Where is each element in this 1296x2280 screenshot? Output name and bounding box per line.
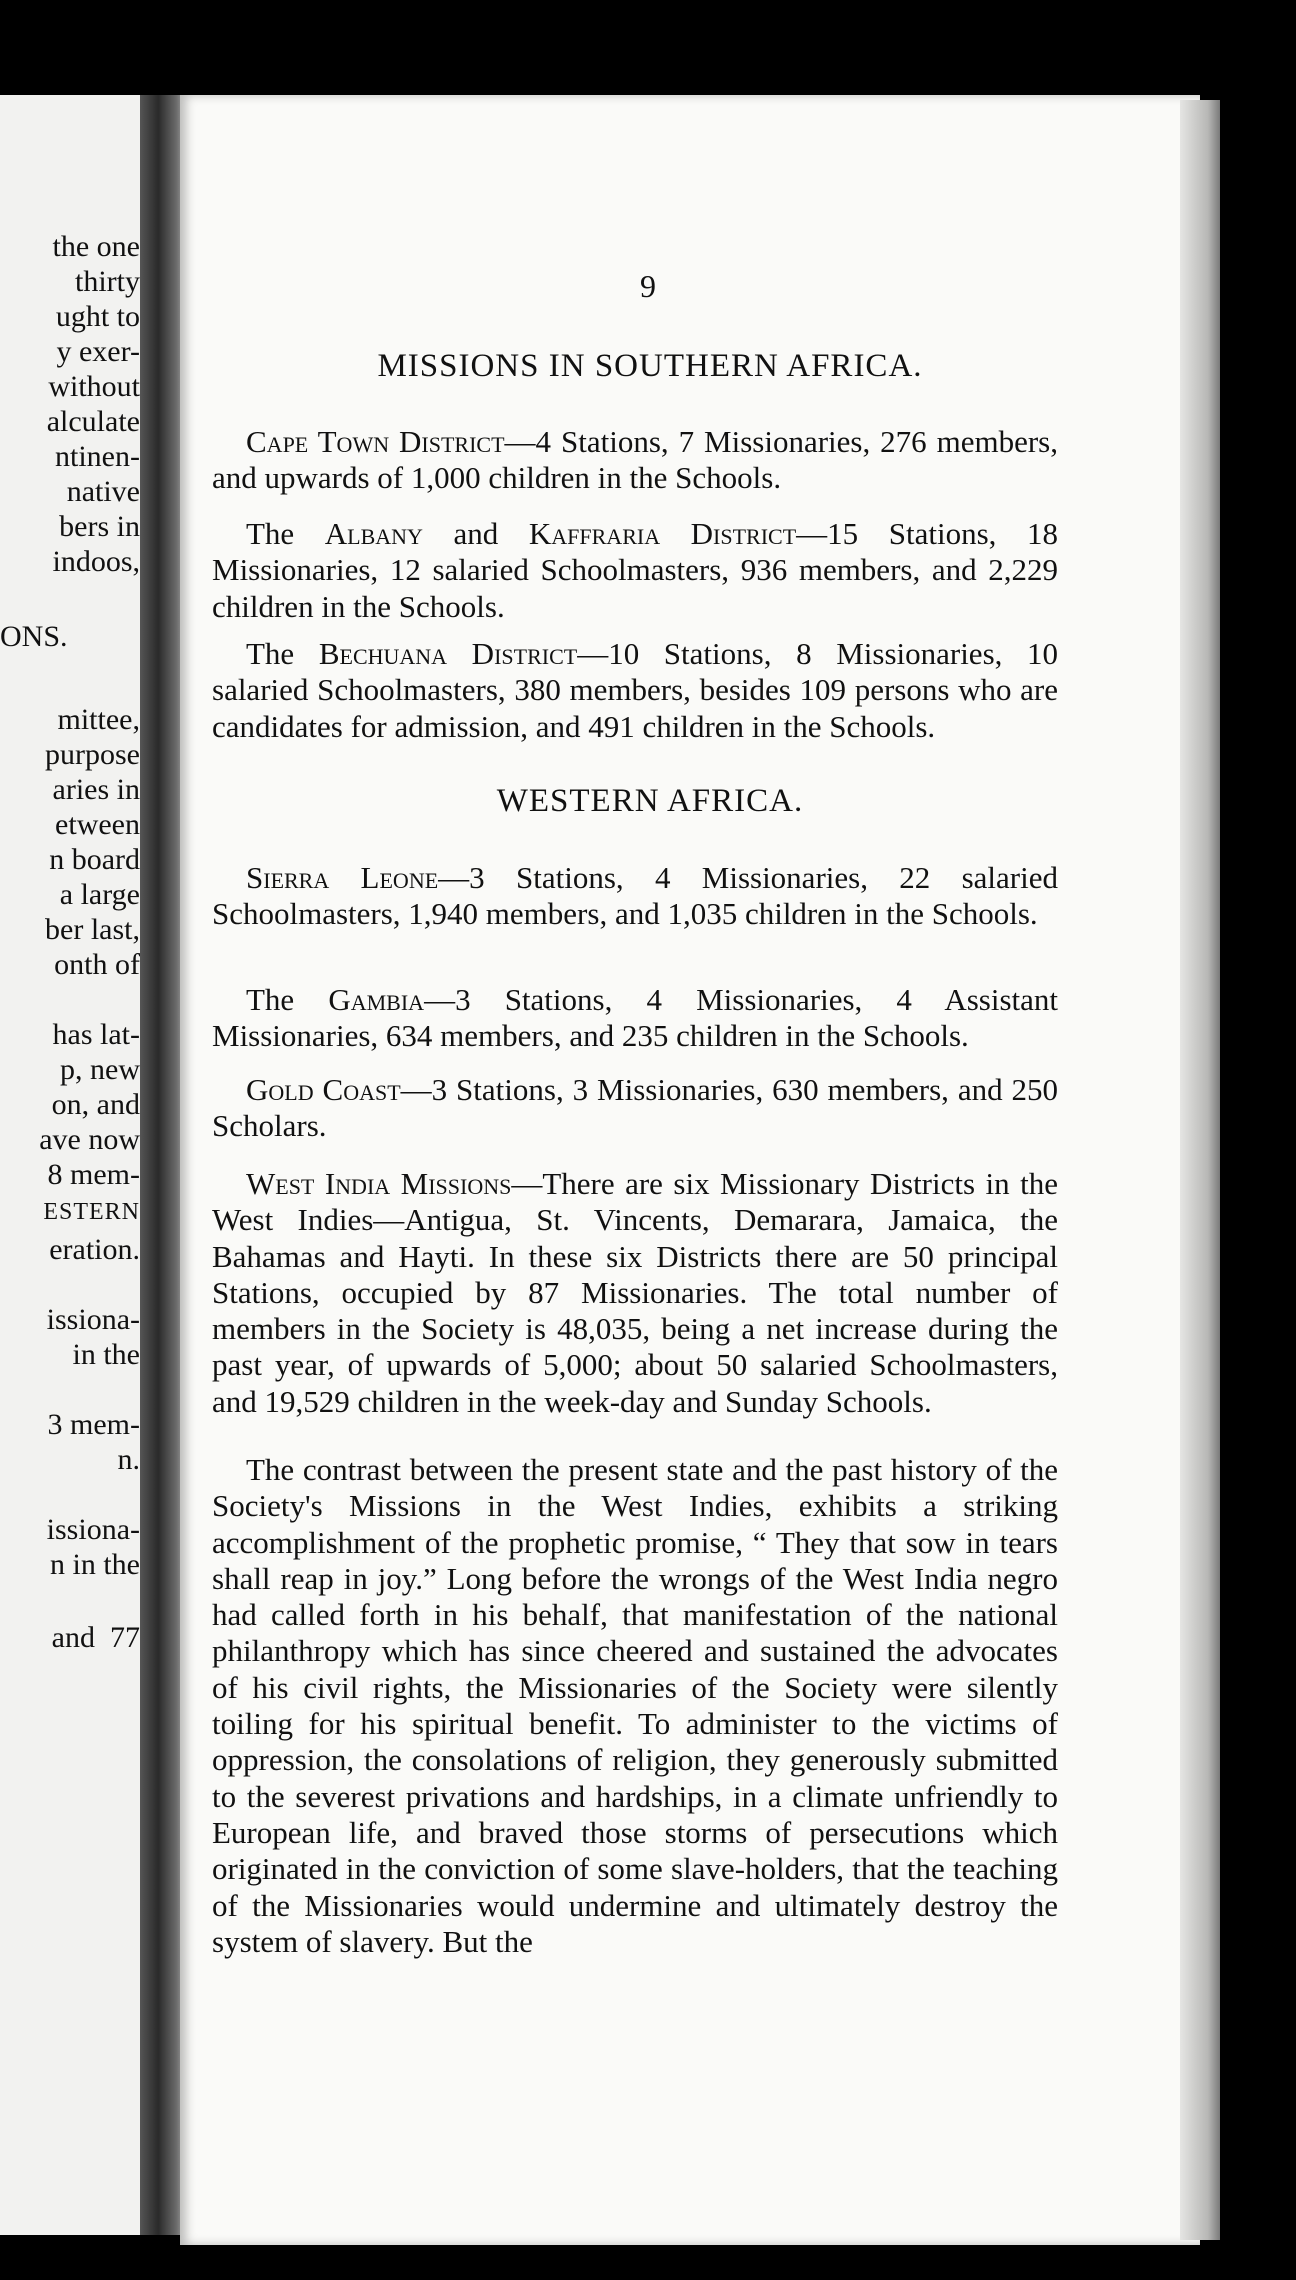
left-page-line: issiona- xyxy=(46,1303,140,1336)
paragraph-west-india-missions xyxy=(212,1166,1058,1420)
left-page-line: onth of xyxy=(54,948,140,981)
left-page-line: 3 mem- xyxy=(47,1408,140,1441)
previous-page-fragment xyxy=(0,95,140,2235)
left-page-line: the one xyxy=(52,230,140,263)
left-page-line: in the xyxy=(72,1338,140,1371)
left-page-line: n. xyxy=(117,1443,140,1476)
left-page-line: a large xyxy=(59,878,140,911)
paragraph-text: The contrast between the present state and the past history of the Society's Missions in the West Indies, exhibits a striking accomplishment of the prophetic promise, “ They that sow in tears shall reap in joy.” Long before the wrongs of the West India negro had called forth in his behalf, that manifestation of the national philanthropy which has since cheered and sustained the advocates of his civil rights, the Missionaries of the Society were silently toiling for his spiritual benefit. To administer to the victims of oppression, the consolations of religion, they generously submitted to the severest privations and hardships, in a climate unfriendly to European life, and braved those storms of persecutions which originated in the conviction of some slave-holders, that the teaching of the Missionaries would undermine and ultimately destroy the system of slavery. But the xyxy=(212,1452,1058,1959)
paragraph-prefix: The xyxy=(246,636,319,671)
paragraph-text: —3 Stations, 4 Missionaries, 4 Assistant Missionaries, 634 members, and 235 children in the Schools. xyxy=(212,982,1058,1054)
left-page-line: alculate xyxy=(46,405,140,438)
left-page-line: eration. xyxy=(49,1233,140,1266)
left-page-line: n board xyxy=(49,843,140,876)
page-number: 9 xyxy=(640,268,656,304)
left-page-line: indoos, xyxy=(52,545,140,578)
left-page-line: has lat- xyxy=(52,1018,140,1051)
paragraph-contrast xyxy=(212,1452,1058,1960)
paragraph-text: —15 Stations, 18 Missionaries, 12 salaried Schoolmasters, 936 members, and 2,229 children in the Schools. xyxy=(212,516,1058,624)
section-heading-western-africa: WESTERN AFRICA. xyxy=(496,783,804,819)
left-page-line: thirty xyxy=(75,265,140,298)
district-name: Sierra Leone xyxy=(246,860,439,895)
paragraph-cape-town xyxy=(212,424,1058,497)
district-name: Cape Town District xyxy=(246,424,505,459)
paragraph-text: —There are six Missionary Districts in the West Indies—Antigua, St. Vincents, Demarara, Jamaica, the Bahamas and Hayti. In these six Districts there are 50 principal Stations, occupied by 87 Missionaries. The total number of members in the Society is 48,035, being a net increase during the past year, of upwards of 5,000; about 50 salaried Schoolmasters, and 19,529 children in the week-day and Sunday Schools. xyxy=(212,1166,1058,1419)
left-page-heading-fragment: ONS. xyxy=(0,620,68,653)
district-name: Albany xyxy=(324,516,423,551)
left-page-line: purpose xyxy=(45,738,140,771)
paragraph-text: —3 Stations, 3 Missionaries, 630 members, and 250 Scholars. xyxy=(212,1072,1058,1144)
left-page-line: 8 mem- xyxy=(47,1158,140,1191)
paragraph-sierra-leone xyxy=(212,860,1058,933)
left-page-line: y exer- xyxy=(56,335,140,368)
section-heading-southern-africa: MISSIONS IN SOUTHERN AFRICA. xyxy=(377,348,923,384)
left-page-line: ber last, xyxy=(45,913,140,946)
left-page-line: on, and xyxy=(51,1088,140,1121)
left-page-line: mittee, xyxy=(57,703,140,736)
left-page-line: ave now xyxy=(39,1123,140,1156)
left-page-line: without xyxy=(48,370,140,403)
district-name: West India Missions xyxy=(246,1166,512,1201)
left-page-line: p, new xyxy=(60,1053,140,1086)
left-page-line: aries in xyxy=(52,773,140,806)
paragraph-gambia xyxy=(212,982,1058,1055)
paragraph-conjunction: and xyxy=(422,516,529,551)
district-name: Gold Coast xyxy=(246,1072,401,1107)
left-page-line: ntinen- xyxy=(55,440,140,473)
district-name: Kaffraria District xyxy=(528,516,797,551)
left-page-line: native xyxy=(66,475,140,508)
left-page-line: n in the xyxy=(50,1548,140,1581)
page-edge-shadow xyxy=(1180,100,1220,2240)
district-name: Gambia xyxy=(328,982,425,1017)
paragraph-text: —10 Stations, 8 Missionaries, 10 salaried Schoolmasters, 380 members, besides 109 persons who are candidates for admission, and 491 children in the Schools. xyxy=(212,636,1059,744)
district-name: Bechuana District xyxy=(318,636,578,671)
paragraph-prefix: The xyxy=(246,982,329,1017)
left-page-line: issiona- xyxy=(46,1513,140,1546)
paragraph-text: —3 Stations, 4 Missionaries, 22 salaried Schoolmasters, 1,940 members, and 1,035 children in the Schools. xyxy=(212,860,1058,932)
left-page-line: bers in xyxy=(59,510,140,543)
paragraph-gold-coast xyxy=(212,1072,1058,1145)
left-page-line: ESTERN xyxy=(43,1199,140,1225)
paragraph-prefix: The xyxy=(246,516,325,551)
left-page-line: and 77 xyxy=(51,1621,140,1654)
paragraph-text: —4 Stations, 7 Missionaries, 276 members, and upwards of 1,000 children in the Schools. xyxy=(212,424,1058,496)
paragraph-albany-kaffraria xyxy=(212,516,1058,625)
paragraph-bechuana xyxy=(212,636,1058,745)
left-page-line: ught to xyxy=(55,300,140,333)
left-page-line: etween xyxy=(55,808,140,841)
